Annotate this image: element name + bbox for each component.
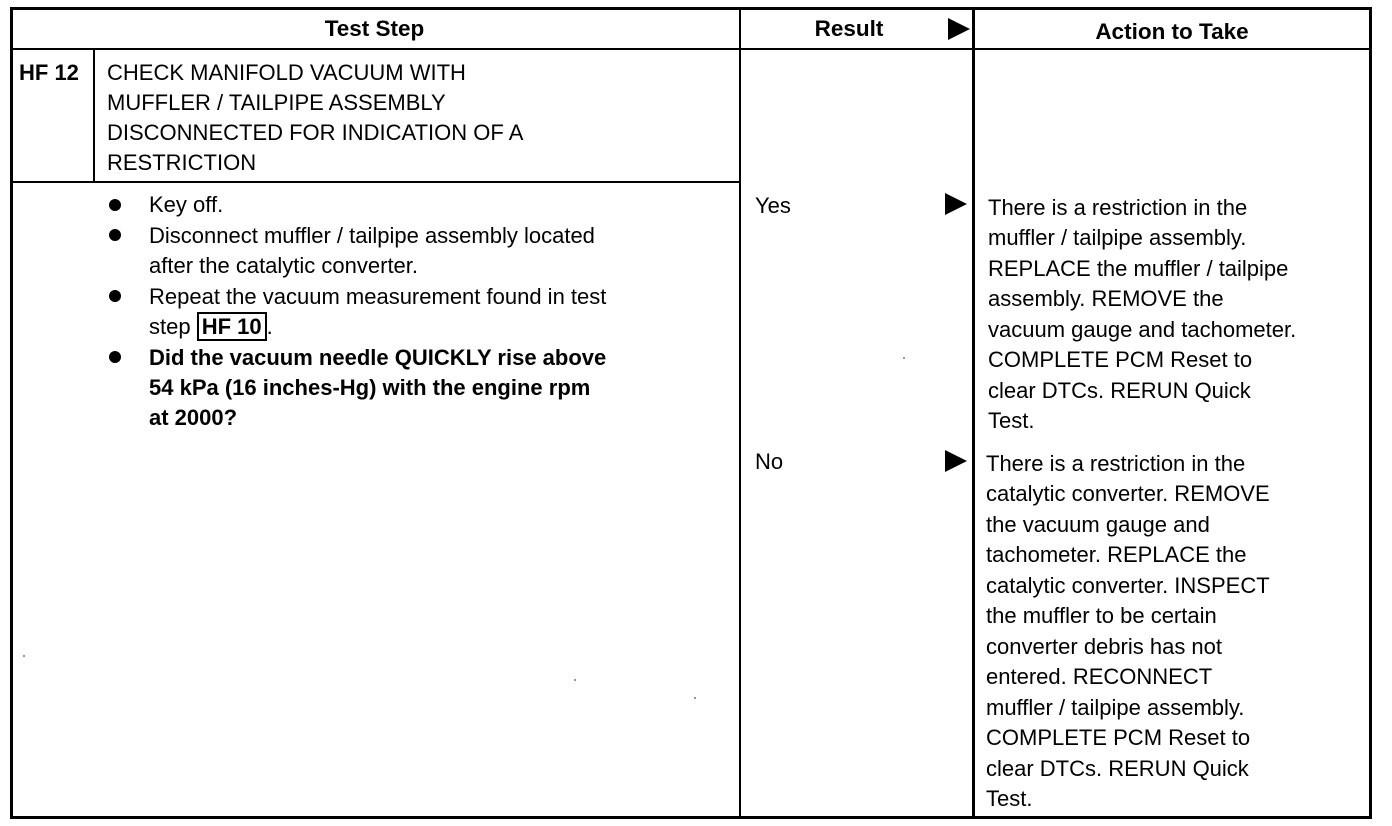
step-title-bottom-rule [10, 181, 739, 183]
action-no-line-1: There is a restriction in the [986, 451, 1246, 476]
action-no-line-7: converter debris has not [986, 634, 1223, 659]
bullet-icon [109, 229, 121, 241]
action-yes-line-7: clear DTCs. RERUN Quick [988, 378, 1251, 403]
action-yes-line-6: COMPLETE PCM Reset to [988, 347, 1253, 372]
bullet-icon [109, 199, 121, 211]
action-no-line-10: COMPLETE PCM Reset to [986, 725, 1251, 750]
action-no-line-2: catalytic converter. REMOVE [986, 481, 1270, 506]
action-yes-line-3: REPLACE the muffler / tailpipe [988, 256, 1289, 281]
action-yes-line-1: There is a restriction in the [988, 195, 1248, 220]
step-id: HF 12 [19, 60, 79, 85]
action-yes-line-8: Test. [988, 408, 1035, 433]
result-yes-label: Yes [755, 193, 791, 218]
instruction-3-line-2 [149, 312, 273, 343]
result-no-label: No [755, 449, 784, 474]
header-result: Result [814, 16, 884, 41]
action-no-line-8: entered. RECONNECT [986, 664, 1213, 689]
instruction-4-line-3: at 2000? [149, 405, 238, 430]
step-title-line-1: CHECK MANIFOLD VACUUM WITH [107, 60, 466, 85]
table-left-border [10, 7, 13, 819]
header-test-step: Test Step [324, 16, 425, 41]
column-divider-result-action [972, 7, 975, 819]
action-yes-line-2: muffler / tailpipe assembly. [988, 225, 1247, 250]
table-top-border [10, 7, 1372, 10]
step-id-divider [93, 48, 95, 182]
column-divider-step-result [739, 7, 741, 819]
step-title-line-2: MUFFLER / TAILPIPE ASSEMBLY [107, 90, 446, 115]
bullet-icon [109, 351, 121, 363]
scan-speck [694, 697, 696, 699]
instruction-3-suffix: . [266, 314, 273, 339]
scan-speck [23, 655, 25, 657]
action-no-line-9: muffler / tailpipe assembly. [986, 695, 1245, 720]
action-no-line-4: tachometer. REPLACE the [986, 542, 1247, 567]
header-arrow-icon [948, 18, 970, 40]
step-title-line-3: DISCONNECTED FOR INDICATION OF A [107, 120, 524, 145]
step-reference-link[interactable]: HF 10 [197, 312, 267, 341]
action-no-line-3: the vacuum gauge and [986, 512, 1210, 537]
step-title-line-4: RESTRICTION [107, 150, 257, 175]
instruction-2-line-1: Disconnect muffler / tailpipe assembly located [149, 223, 595, 248]
instruction-4-line-1: Did the vacuum needle QUICKLY rise above [149, 345, 607, 370]
result-no-arrow-icon [945, 450, 967, 472]
bullet-icon [109, 290, 121, 302]
header-bottom-rule [10, 48, 1372, 50]
result-yes-arrow-icon [945, 193, 967, 215]
header-action: Action to Take [1095, 19, 1249, 44]
instruction-4-line-2: 54 kPa (16 inches-Hg) with the engine rpm [149, 375, 591, 400]
action-yes-line-5: vacuum gauge and tachometer. [988, 317, 1297, 342]
instruction-1-line-1: Key off. [149, 192, 224, 217]
instruction-2-line-2: after the catalytic converter. [149, 253, 419, 278]
action-no-line-6: the muffler to be certain [986, 603, 1217, 628]
action-yes-line-4: assembly. REMOVE the [988, 286, 1224, 311]
instruction-3-line-1: Repeat the vacuum measurement found in test [149, 284, 607, 309]
table-right-border [1369, 7, 1372, 819]
scan-speck [903, 357, 905, 359]
action-no-line-11: clear DTCs. RERUN Quick [986, 756, 1249, 781]
instruction-3-prefix: step [149, 314, 191, 339]
table-bottom-border [10, 816, 1372, 819]
action-no-line-12: Test. [986, 786, 1033, 811]
action-no-line-5: catalytic converter. INSPECT [986, 573, 1270, 598]
scan-speck [574, 679, 576, 681]
